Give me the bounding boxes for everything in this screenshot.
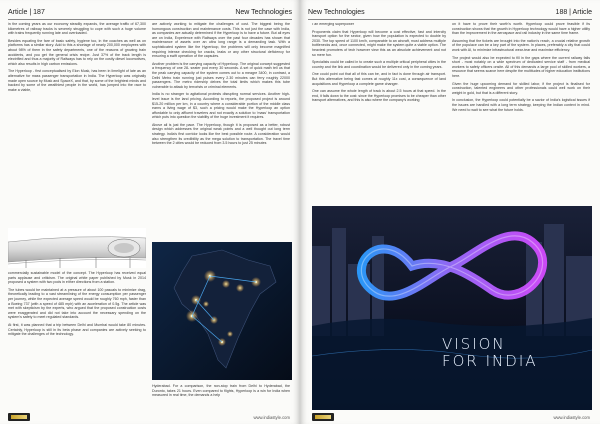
- left-col2-text: [152, 22, 290, 240]
- paragraph: Specialists could be called in to create such a multiple critical peripheral cities in the country and the link and coordination would be delivered only in the coming years.: [312, 60, 446, 69]
- left-col1-bottom-text: [8, 271, 146, 411]
- right-page: [300, 0, 600, 424]
- right-col1-text: [312, 22, 446, 202]
- vision-title-line1: VISION: [442, 335, 506, 353]
- paragraph: in the coming years as our economy steadily expands, the average traffic of 67,300 kilometres of railway tracks is severely struggling to cope with such a huge volume with trains frequently running late and overloaded.: [8, 22, 146, 36]
- publisher-badge: [8, 413, 30, 421]
- paragraph: One could point out that all of this can be, and in fact is done through air transport. But this alternative being fast comes at roughly 11x cost, a consequence of land acquisitions and Hyperloop a complete game changer.: [312, 72, 446, 86]
- india-night-map-image: [152, 242, 292, 380]
- header-rule: [8, 19, 292, 20]
- right-page-header: [308, 6, 592, 18]
- right-col2-text: [452, 22, 590, 202]
- paragraph: The Hyperloop - first conceptualised by Elon Musk, has been in limelight of late as an alternative for mass passenger transportation in India. The Hyperloop was originally made open source by Musk and SpaceX, and that, by some of the brightest minds and backed by some of the wealthiest people in the world, has jumped into the race to make a viable,: [8, 69, 146, 92]
- paragraph: In conclusion, the Hyperloop could potentially be a savior of India's logistical issues if the issues are handled with a long term strategy, keeping the Indian context in mind. We need to wait to see what the future holds.: [452, 98, 590, 112]
- paragraph: The project would also be expected to fill in the gaps where the current railway falls short - most notably on a wide spectrum of dedicated service staff - from medical workers to safety officers onsite. All of this demands a large pool of skilled workers, a resource that seems scarce here despite the multitudes of higher education institutions here.: [452, 55, 590, 78]
- paragraph: Proponents claim that Hyperloop will become a cost effective, fast and intercity transport option for the sector, given how the population is expected to double by 2030. The top speed of 1100 km/h, comparable to an aircraft, must address multiple bottlenecks and, once connected, might make the system quite a viable option. The heaviest promoters of tech however view this as an absolute achievement and not so mere fun.: [312, 29, 446, 57]
- paragraph: The tubes would be maintained at a pressure of about 100 pascals to minimize drag, theoretically leading to a vast streamlining of the energy consumption per passenger per journey, while the expected average speed would be roughly 760 mph, faster than a Boeing 737 (with a speed of 485 mph) with an acceleration of 0.5g. The article was met with skepticism by the experts, who argued that the proposed construction costs were exaggerated and did not take into account the necessary spending on the system's safety to meet regulated standards.: [8, 287, 146, 320]
- paragraph: Hyderabad. For a comparison, the non-stop train from Delhi to Hyderabad, the Duronto, takes 21 hours. Even compared to flights, Hyperloop is a win for India when measured in real time, the demands a help: [152, 384, 290, 398]
- paragraph: India is no stranger to agitational protests disrupting normal services. Another high-level issue is the land pricing. According to reports, the proposed project is around $15-20 million per km, in a country where a considerable portion of the middle class earns a living wage of $3, such a pricing would make the Hyperloop an option affordable to only affluent travelers and not exactly a solution to 'mass' transportation which puts into question the viability of the huge investment it requires.: [152, 92, 290, 120]
- vision-for-india-artwork: [312, 206, 592, 410]
- paragraph: Another problem is the carrying capacity of Hyperloop. The original concept suggested a frequency of one 28- seater pod every 30 seconds. A set of quick math tell us that the peak carrying capacity of the system comes out to a meagre 3400, in contrast, a Delhi Metro train running just pulses every 2.30 minutes can ferry roughly 22000 passengers. The metro ridership delves the total limits which makes this tube vulnerable to attack by terrorists or criminal elements.: [152, 61, 290, 89]
- header-rule: [308, 19, 592, 20]
- vision-title-line2: FOR INDIA: [442, 352, 538, 370]
- paragraph: Given the huge upcoming demand for skilled labor, if the project is finalised for construction, talented engineers and other professionals could well work on their weight in gold, but that is a different story.: [452, 81, 590, 95]
- left-section-title: New Technologies: [235, 8, 292, 16]
- left-page-number: Article | 187: [8, 8, 45, 16]
- publisher-badge: [312, 413, 334, 421]
- left-col2-bottom-text: [152, 384, 290, 410]
- paragraph: One can assume the whole length of track is about 2.5 hours at that speed. In the end, it falls down to the cost: since the Hyperloop promises to be cheaper than other transport alternatives, and this is also where the company's working: [312, 89, 446, 103]
- paragraph: Besides equating the fare of basic safety, hygiene too, in the coaches as well as on platforms has a similar story. Add to this a shortage of nearly 200,000 employees with about 98% of them in the safety departments, one of the reasons of growing train accidents, and you get the general crisis recipe. Just 37% of the track length is electrified and thus a majority of Railways has to rely on the costly diesel locomotives, which also results in high carbon emissions.: [8, 38, 146, 66]
- paragraph: At first, it was planned that a trip between Delhi and Mumbai would take 80 minutes. Certainly, Hyperloop is still in its beta phase and companies are actively seeking to mitigate the challenges of the technology.: [8, 322, 146, 337]
- vision-title: [442, 336, 538, 370]
- paragraph: on it have to prove their worth's worth. Hyperloop could prove feasible if its construction shows that the growth in Hyperloop technology would have a higher utility than the improvement in the aerospace and rail industry in the same time frame.: [452, 22, 590, 36]
- right-footer-url: www.indiastyle.com: [553, 415, 590, 420]
- paragraph: commercially sustainable model of the concept. The Hyperloop has received equal parts applause and criticism. The original white paper published by Musk in 2014 proposed a system with two pods in either directions from a station.: [8, 271, 146, 285]
- hyperloop-tube-illustration: [8, 228, 146, 268]
- right-section-title: New Technologies: [308, 8, 365, 16]
- left-col1-top-text: [8, 22, 146, 226]
- left-footer-url: www.indiastyle.com: [253, 415, 290, 420]
- paragraph: Above all is just the pace. The Hyperloop, though it is proposed as a better, robust design which addresses the original weak points and a well thought out long term strategy. India's first corridor looks like the best possible route. A consideration would also strengthen its credibility as the mega solution to transportation. The travel time between the 2 cities would be reduced from 3.5 hours to just 25 minutes: [152, 122, 290, 146]
- left-page-header: [8, 6, 292, 18]
- paragraph: Assuming that the tickets are brought into the nation's reach, a crucial relative growth of the populace can be a key part of the system. In places, preferably a city that could work with AI, to minimize infrastructural wear-tear and maximise efficiency.: [452, 38, 590, 52]
- right-page-number: 188 | Article: [555, 8, 592, 16]
- paragraph: • an emerging superpower: [312, 22, 355, 26]
- paragraph: are actively working to mitigate the challenges of cost. The biggest being the humongous construction and maintenance costs. This is not just the case with India, as companies are actually determined if the Hyperloop is to have a future. But all eyes are on India, Experience with Railways over the past four decades has shown that maintenance of assets over an ultra long range is a demanding task. With a sophisticated system like the Hyperloop, the problems will only become magnified requiring intense checking for cracks, leaks or any other structural deficiency for ensuring a swift operation of the capsules.: [152, 22, 290, 59]
